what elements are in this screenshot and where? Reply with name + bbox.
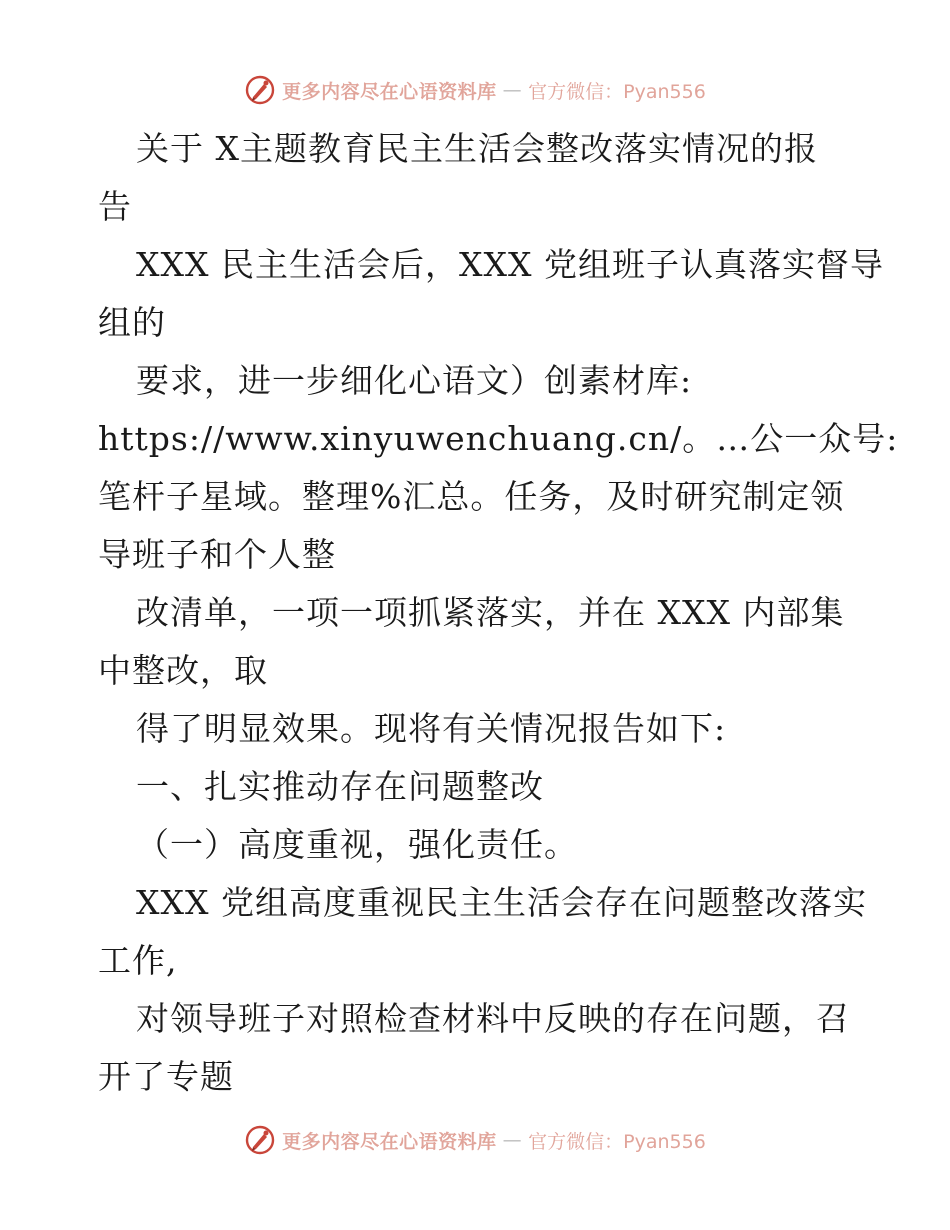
section-heading: 一、扎实推动存在问题整改 [136,767,544,806]
watermark-account: 官方微信：Pyan556 [528,80,706,103]
text-line: 导班子和个人整 [98,535,336,574]
text-line: 对领导班子对照检查材料中反映的存在问题，召 [136,999,850,1038]
header-watermark [0,70,950,110]
pen-logo-icon [244,1124,276,1156]
footer-watermark [0,1120,950,1160]
watermark-account: 官方微信：Pyan556 [528,1130,706,1153]
pen-logo-icon [244,74,276,106]
text-line: 改清单，一项一项抓紧落实，并在 XXX 内部集 [136,593,845,632]
text-line: 开了专题 [98,1057,234,1096]
text-line: https://www.xinyuwenchuang.cn/。…公一众号: [98,419,899,458]
text-line: 工作, [98,941,178,980]
text-line: 要求，进一步细化心语文）创素材库: [136,361,693,400]
watermark-separator: — [502,79,523,101]
text-line: 关于 X主题教育民主生活会整改落实情况的报 [136,129,818,168]
watermark-text: 更多内容尽在心语资料库 [282,80,497,103]
text-line: XXX 民主生活会后，XXX 党组班子认真落实督导 [136,245,884,284]
subsection-heading: （一）高度重视，强化责任。 [136,825,578,864]
text-line: 中整改，取 [98,651,268,690]
text-line: 告 [98,187,132,226]
text-line: XXX 党组高度重视民主生活会存在问题整改落实 [136,883,867,922]
text-line: 得了明显效果。现将有关情况报告如下: [136,709,727,748]
text-line: 笔杆子星域。整理%汇总。任务，及时研究制定领 [98,477,845,516]
text-line: 组的 [98,303,166,342]
watermark-separator: — [502,1129,523,1151]
watermark-text: 更多内容尽在心语资料库 [282,1130,497,1153]
document-body [98,120,899,1106]
